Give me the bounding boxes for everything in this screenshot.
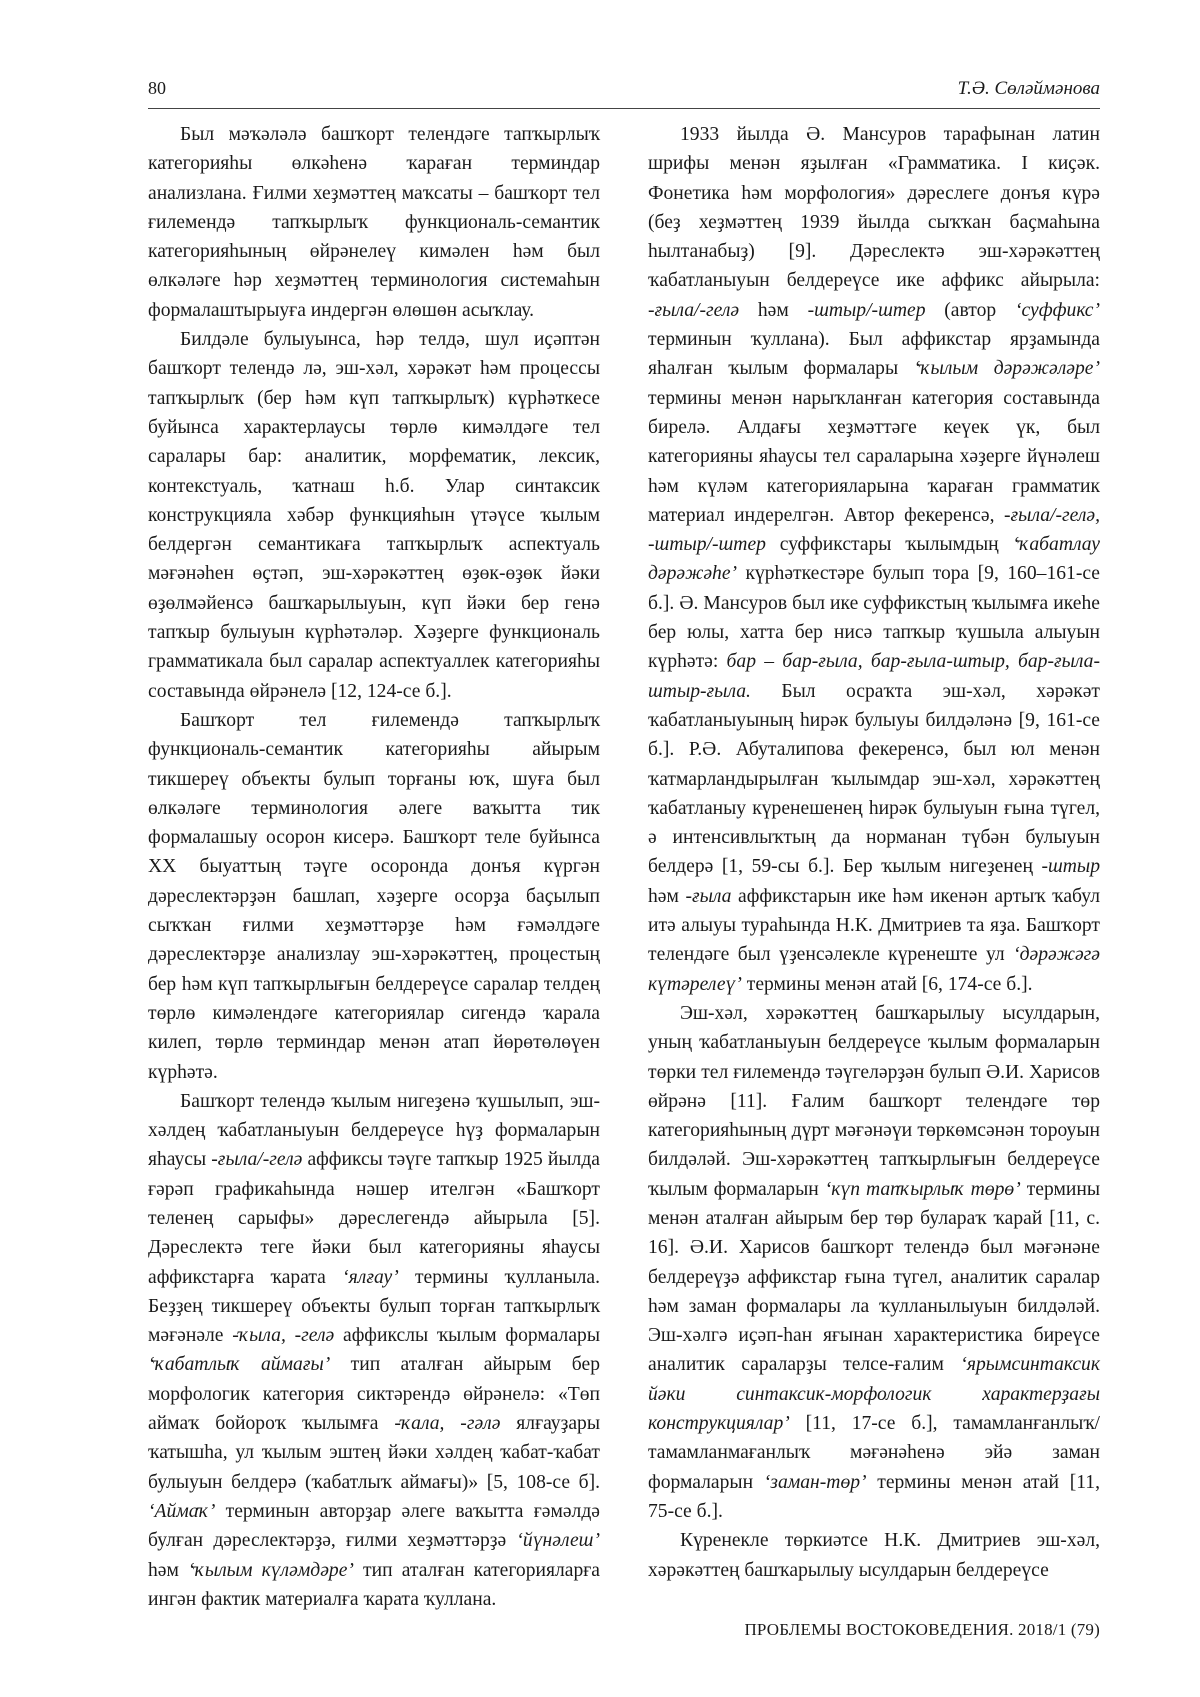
paragraph-6: Эш-хәл, хәрәкәттең башҡарылыу ысулдарын, уның ҡабатланыуын белдереүсе ҡылым формаларын төрки тел ғилемендә тәүгеләрҙән булып Ә.И. Харисов өйрәнә [11]. Ғалим башҡорт телендәге төр категорияһының дүрт мәғәнәүи төркөмсәнән тороуын билдәләй. Эш-хәрәкәттең тапҡырлығын белдереүсе ҡылым формаларын ‘күп тапҡырлыҡ төрө’ термины менән аталған айырым бер төр булараҡ ҡарай [11, с. 16]. Ә.И. Харисов башҡорт телендә был мәғәнәне белдереүҙә аффикстар ғына түгел, аналитик саралар һәм заман формалары ла ҡулланылыуын билдәләй. Эш-хәлгә иҫәп-һан яғынан характеристика биреүсе аналитик сараларҙы телсе-ғалим ‘ярымсинтаксик йәки синтаксик-морфологик характерҙағы конструкциялар’ [11, 17-се б.], тамамланғанлыҡ/тамамланмағанлыҡ мәғәнәһенә эйә заман формаларын ‘заман-төр’ термины менән атай [11, 75-се б.]. [648,1002,1100,1522]
paragraph-7: Күренекле төркиәтсе Н.К. Дмитриев эш-хәл, хәрәкәттең башҡарылыу ысулдарын белдереүсе [648,1530,1100,1581]
paragraph-2: Билдәле булыуынса, һәр телдә, шул иҫәптән башҡорт телендә лә, эш-хәл, хәрәкәт һәм процессы тапҡырлыҡ (бер һәм күп тапҡырлыҡ) күрһәткесе буйынса характерлаусы төрлө кимәлдәге тел саралары бар: аналитик, морфематик, лексик, контекстуаль, ҡатнаш һ.б. Улар синтаксик конструкцияла хәбәр функцияһын үтәүсе ҡылым белдергән семантикаға тапҡырлыҡ аспектуаль мәғәнәһен өҫтәп, эш-хәрәкәттең өҙөк-өҙөк йәки өҙөлмәйенсә башҡарылыуын, күп йәки бер генә тапҡыр булыуын күрһәтәләр. Хәҙерге функциональ грамматикала был саралар аспектуаллек категорияһы составында өйрәнелә [12, 124-се б.]. [148,329,600,702]
paragraph-5: 1933 йылда Ә. Мансуров тарафынан латин шрифы менән яҙылған «Грамматика. I киҫәк. Фонетика һәм морфология» дәреслеге донъя күрә (беҙ хеҙмәттең 1939 йылда сыҡҡан баҫмаһына һылтанабыҙ) [9]. Дәреслектә эш-хәрәкәттең ҡабатланыуын белдереүсе ике аффикс айырыла: -ғыла/-гелә һәм -штыр/-штер (автор ‘суффикс’ терминын ҡуллана). Был аффикстар ярҙамында яһалған ҡылым формалары ‘ҡылым дәрәжәләре’ термины менән нарыҡланған категория составында бирелә. Алдағы хеҙмәттәге кеүек үк, был категорияны яһаусы тел сараларына хәҙерге йүнәлеш һәм күләм категорияларына ҡараған грамматик материал индерелгән. Автор фекеренсә, -ғыла/-гелә, -штыр/-штер суффикстары ҡылымдың ‘ҡабатлау дәрәжәһе’ күрһәткестәре булып тора [9, 160–161-се б.]. Ә. Мансуров был ике суффикстың ҡылымға икеһе бер юлы, хатта бер нисә тапҡыр ҡушыла алыуын күрһәтә: бар – бар-ғыла, бар-ғыла-штыр, бар-ғыла-штыр-ғыла. Был осраҡта эш-хәл, хәрәкәт ҡабатланыуының һирәк булыуы билдәләнә [9, 161-се б.]. Р.Ә. Абуталипова фекеренсә, был юл менән ҡатмарландырылған ҡылымдар эш-хәл, хәрәкәттең ҡабатланыу күренешенең һирәк булыуын ғына түгел, ә интенсивлыҡтың да норманан түбән булыуын белдерә [1, 59-сы б.]. Бер ҡылым нигеҙенең -штыр һәм -ғыла аффикстарын ике һәм икенән артыҡ ҡабул итә алыуы тураһында Н.К. Дмитриев та яҙа. Башҡорт телендәге был үҙенсәлекле күренеште ул ‘дәрәжәгә күтәрелеү’ термины менән атай [6, 174-се б.]. [648,124,1100,995]
page-header [148,78,1100,109]
paragraph-3: Башҡорт тел ғилемендә тапҡырлыҡ функциональ-семантик категорияһы айырым тикшереү объекты булып торғаны юҡ, шуға был өлкәләге терминология әлеге ваҡытта тик формалашыу осорон кисерә. Башҡорт теле буйынса XX быуаттың тәүге осоронда донъя күргән дәреслектәрҙән башлап, хәҙерге осорҙа баҫылып сыҡҡан ғилми хеҙмәттәрҙе һәм ғәмәлдәге дәреслектәрҙе анализлау эш-хәрәкәттең, процестың бер һәм күп тапҡырлығын белдереүсе саралар телдең төрлө кимәлендәге категориялар сигендә ҡарала килеп, төрлө терминдар менән атап йөрөтөлөүен күрһәтә. [148,709,600,1083]
paragraph-4: Башҡорт телендә ҡылым нигеҙенә ҡушылып, эш-хәлдең ҡабатланыуын белдереүсе һүҙ формаларын яһаусы -ғыла/-гелә аффиксы тәүге тапҡыр 1925 йылда ғәрәп графикаһында нәшер ителгән «Башҡорт теленең сарыфы» дәреслегендә айырыла [5]. Дәреслектә теге йәки был категорияны яһаусы аффикстарға ҡарата ‘ялғау’ термины ҡулланыла. Беҙҙең тикшереү объекты булып торған тапҡырлыҡ мәғәнәле -ҡыла, -гелә аффикслы ҡылым формалары ‘ҡабатлыҡ аймағы’ тип аталған айырым бер морфологик категория сиктәрендә өйрәнелә: «Төп аймаҡ бойороҡ ҡылымға -ҡала, -гәлә ялғауҙары ҡатышһа, ул ҡылым эштең йәки хәлдең ҡабат-ҡабат булыуын белдерә (ҡабатлыҡ аймағы)» [5, 108-се б]. ‘Аймаҡ’ терминын авторҙар әлеге ваҡытта ғәмәлдә булған дәреслектәрҙә, ғилми хеҙмәттәрҙә ‘йүнәлеш’ һәм ‘ҡылым күләмдәре’ тип аталған категорияларға ингән фактик материалға ҡарата ҡуллана. [148,1090,601,1610]
left-column [148,120,600,1614]
running-head-author: Т.Ә. Сөләймәнова [957,78,1100,99]
journal-footer: ПРОБЛЕМЫ ВОСТОКОВЕДЕНИЯ. 2018/1 (79) [744,1620,1100,1639]
page-number: 80 [148,78,166,98]
paragraph-1: Был мәҡәләлә башҡорт телендәге тапҡырлыҡ категорияһы өлкәһенә ҡараған терминдар анализлана. Ғилми хеҙмәттең маҡсаты – башҡорт тел ғилемендә тапҡырлыҡ функциональ-семантик категорияһының өйрәнелеү кимәлен һәм был өлкәләге һәр хеҙмәттең терминология системаһын формалаштырыуға индергән өлөшөн асыҡлау. [148,124,600,321]
right-column [648,120,1100,1585]
